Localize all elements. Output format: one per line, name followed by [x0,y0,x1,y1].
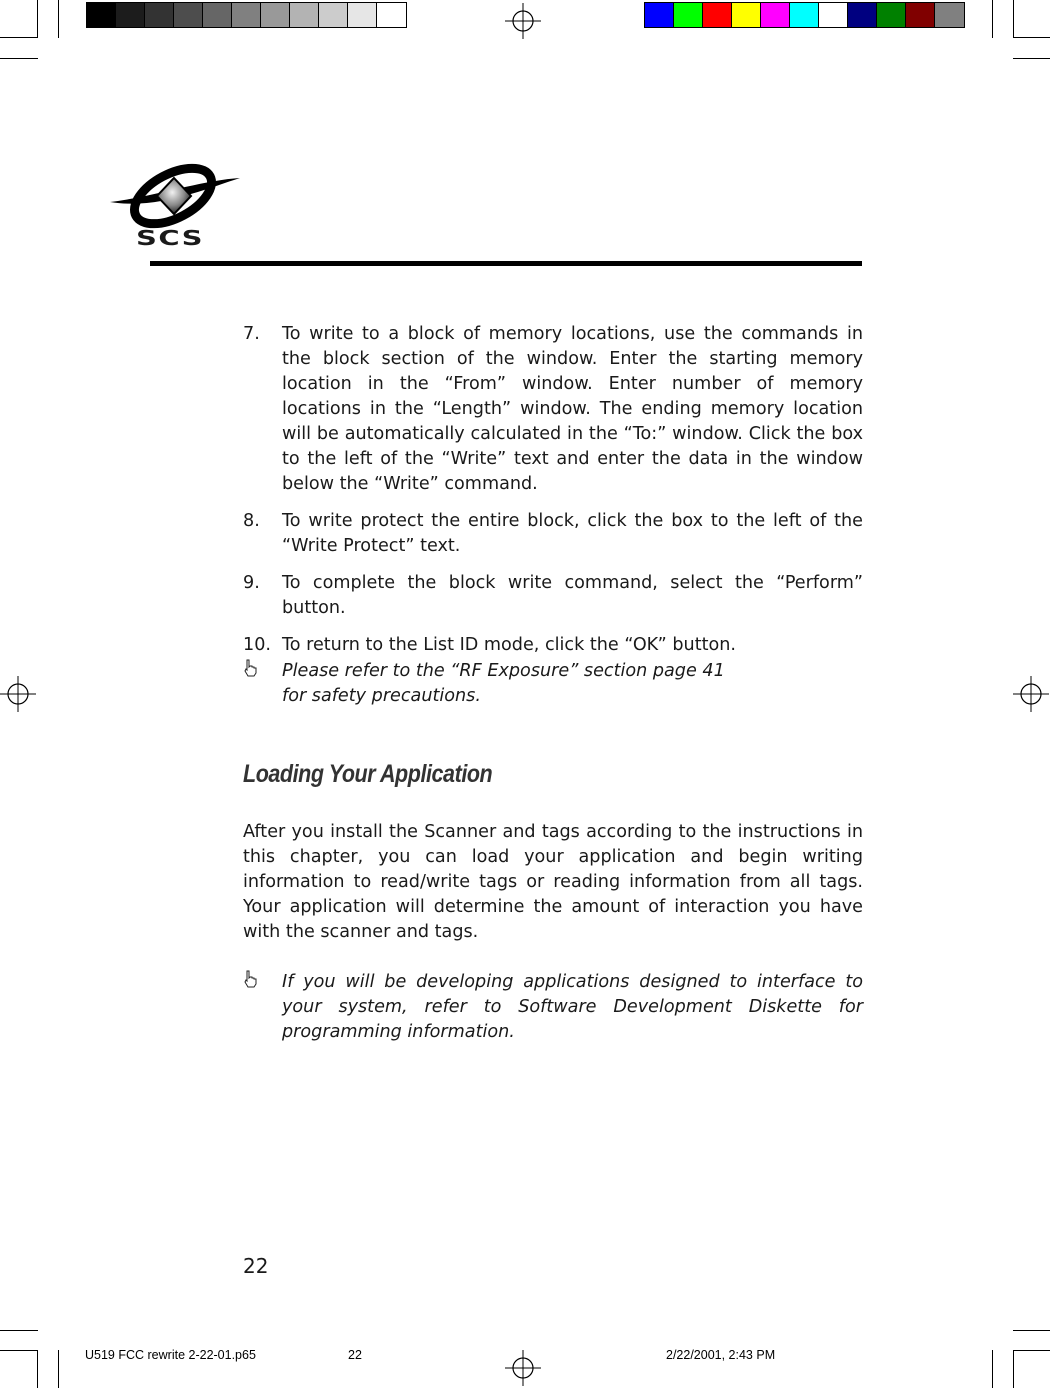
step-number: 10. [243,635,271,655]
color-swatch [877,3,906,27]
header-rule [150,261,862,266]
crop-mark [37,0,38,38]
list-item [243,322,863,497]
list-item [243,571,863,621]
crop-mark [1013,0,1014,38]
color-swatch [203,3,232,27]
color-bar [644,2,965,28]
slug-date: 2/22/2001, 2:43 PM [666,1348,776,1362]
crop-mark [992,0,993,38]
crop-mark [0,1330,38,1331]
pointing-hand-icon [243,970,282,1045]
safety-note [243,659,863,709]
color-swatch [232,3,261,27]
slug-file: U519 FCC rewrite 2-22-01.p65 [85,1348,256,1362]
list-item [243,633,863,658]
logo-text: SCS [136,226,204,250]
color-swatch [145,3,174,27]
note-line: for safety precautions. [282,686,481,706]
crop-mark [1013,1330,1050,1331]
grayscale-bar [86,2,407,28]
color-swatch [703,3,732,27]
step-text: To write protect the entire block, click the box to the left of the “Write Protect” text. [282,511,863,556]
color-swatch [87,3,116,27]
registration-mark-icon [505,1350,541,1386]
color-swatch [819,3,848,27]
color-swatch [935,3,964,27]
crop-mark [0,58,38,59]
color-swatch [319,3,348,27]
slug-page: 22 [348,1348,362,1362]
step-text: To write to a block of memory locations, use the commands in the block section of the window. Enter the starting memory location in the “From” window. Enter number of memory locations in the “Length” window. The ending memory location will be automatically calculated in the “To:” window. Click the box to the left of the “Write” text and enter the data in the window below the “Write” command. [282,324,863,494]
developer-note [243,970,863,1045]
color-swatch [761,3,790,27]
crop-mark [58,1350,59,1388]
pointing-hand-icon [243,659,282,709]
note-text: If you will be developing applications designed to interface to your system, refer to Software Development Diskette for programming information. [282,972,863,1042]
step-number: 9. [243,573,260,593]
color-swatch [732,3,761,27]
note-line: Please refer to the “RF Exposure” section page 41 [282,661,725,681]
crop-mark [1013,37,1050,38]
step-number: 8. [243,511,260,531]
color-swatch [790,3,819,27]
crop-mark [1013,58,1050,59]
crop-mark [992,1350,993,1388]
section-heading: Loading Your Application [243,760,493,788]
color-swatch [906,3,935,27]
registration-mark-icon [505,3,541,39]
color-swatch [645,3,674,27]
crop-mark [37,1350,38,1388]
crop-mark [1013,1350,1050,1351]
color-swatch [116,3,145,27]
crop-mark [58,0,59,38]
crop-mark [1013,1350,1014,1388]
color-swatch [261,3,290,27]
registration-mark-icon [0,676,36,712]
registration-mark-icon [1013,676,1049,712]
color-swatch [848,3,877,27]
body-paragraph: After you install the Scanner and tags according to the instructions in this chapter, you can load your application and begin writing information to read/write tags or reading information from all tags. Your application will determine the amount of interaction you have with the scanner and tags. [243,822,863,942]
step-list [243,322,863,670]
page-number: 22 [243,1254,269,1278]
step-text: To complete the block write command, select the “Perform” button. [282,573,863,618]
step-text: To return to the List ID mode, click the “OK” button. [282,635,737,655]
color-swatch [674,3,703,27]
crop-mark [0,1350,38,1351]
crop-mark [0,37,38,38]
list-item [243,509,863,559]
color-swatch [174,3,203,27]
color-swatch [290,3,319,27]
color-swatch [348,3,377,27]
color-swatch [377,3,406,27]
step-number: 7. [243,324,260,344]
